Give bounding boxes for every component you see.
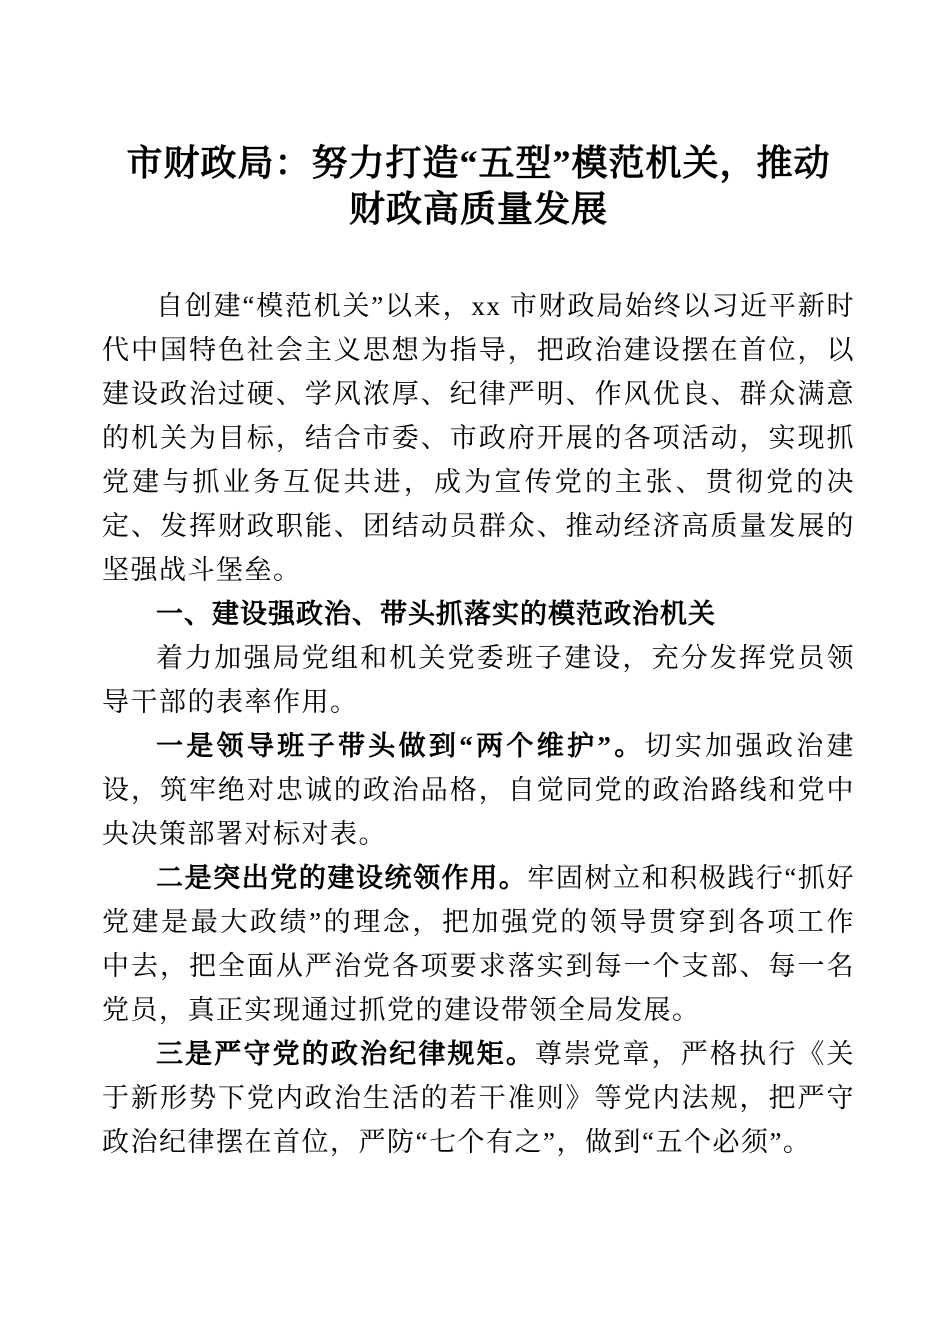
- document-body: [102, 284, 855, 1164]
- paragraph: 自创建“模范机关”以来，xx 市财政局始终以习近平新时代中国特色社会主义思想为指导，把政治建设摆在首位，以建设政治过硬、学风浓厚、纪律严明、作风优良、群众满意的机关为目标，结合市委、市政府开展的各项活动，实现抓党建与抓业务互促共进，成为宣传党的主张、贯彻党的决定、发挥财政职能、团结动员群众、推动经济高质量发展的坚强战斗堡垒。: [102, 291, 855, 585]
- title-line-2: 财政高质量发展: [348, 189, 608, 229]
- paragraph: 二是突出党的建设统领作用。牢固树立和积极践行“抓好党建是最大政绩”的理念，把加强党的领导贯穿到各项工作中去，把全面从严治党各项要求落实到每一个支部、每一名党员，真正实现通过抓党的建设带领全局发展。: [102, 863, 856, 1025]
- document-title: [102, 140, 855, 232]
- paragraph: 一是领导班子带头做到“两个维护”。切实加强政治建设，筑牢绝对忠诚的政治品格，自觉同党的政治路线和党中央决策部署对标对表。: [102, 731, 856, 849]
- title-line-1: 市财政局：努力打造“五型”模范机关，推动: [126, 143, 831, 183]
- paragraph-lead: 三是严守党的政治纪律规矩。: [156, 1039, 535, 1069]
- paragraph: 三是严守党的政治纪律规矩。尊崇党章，严格执行《关于新形势下党内政治生活的若干准则》等党内法规，把严守政治纪律摆在首位，严防“七个有之”，做到“五个必须”。: [102, 1039, 856, 1157]
- paragraph-lead: 一是领导班子带头做到“两个维护”。: [156, 731, 645, 761]
- paragraph-lead: 二是突出党的建设统领作用。: [156, 863, 528, 893]
- paragraph: 着力加强局党组和机关党委班子建设，充分发挥党员领导干部的表率作用。: [102, 643, 855, 717]
- section-heading: 一、建设强政治、带头抓落实的模范政治机关: [156, 599, 716, 629]
